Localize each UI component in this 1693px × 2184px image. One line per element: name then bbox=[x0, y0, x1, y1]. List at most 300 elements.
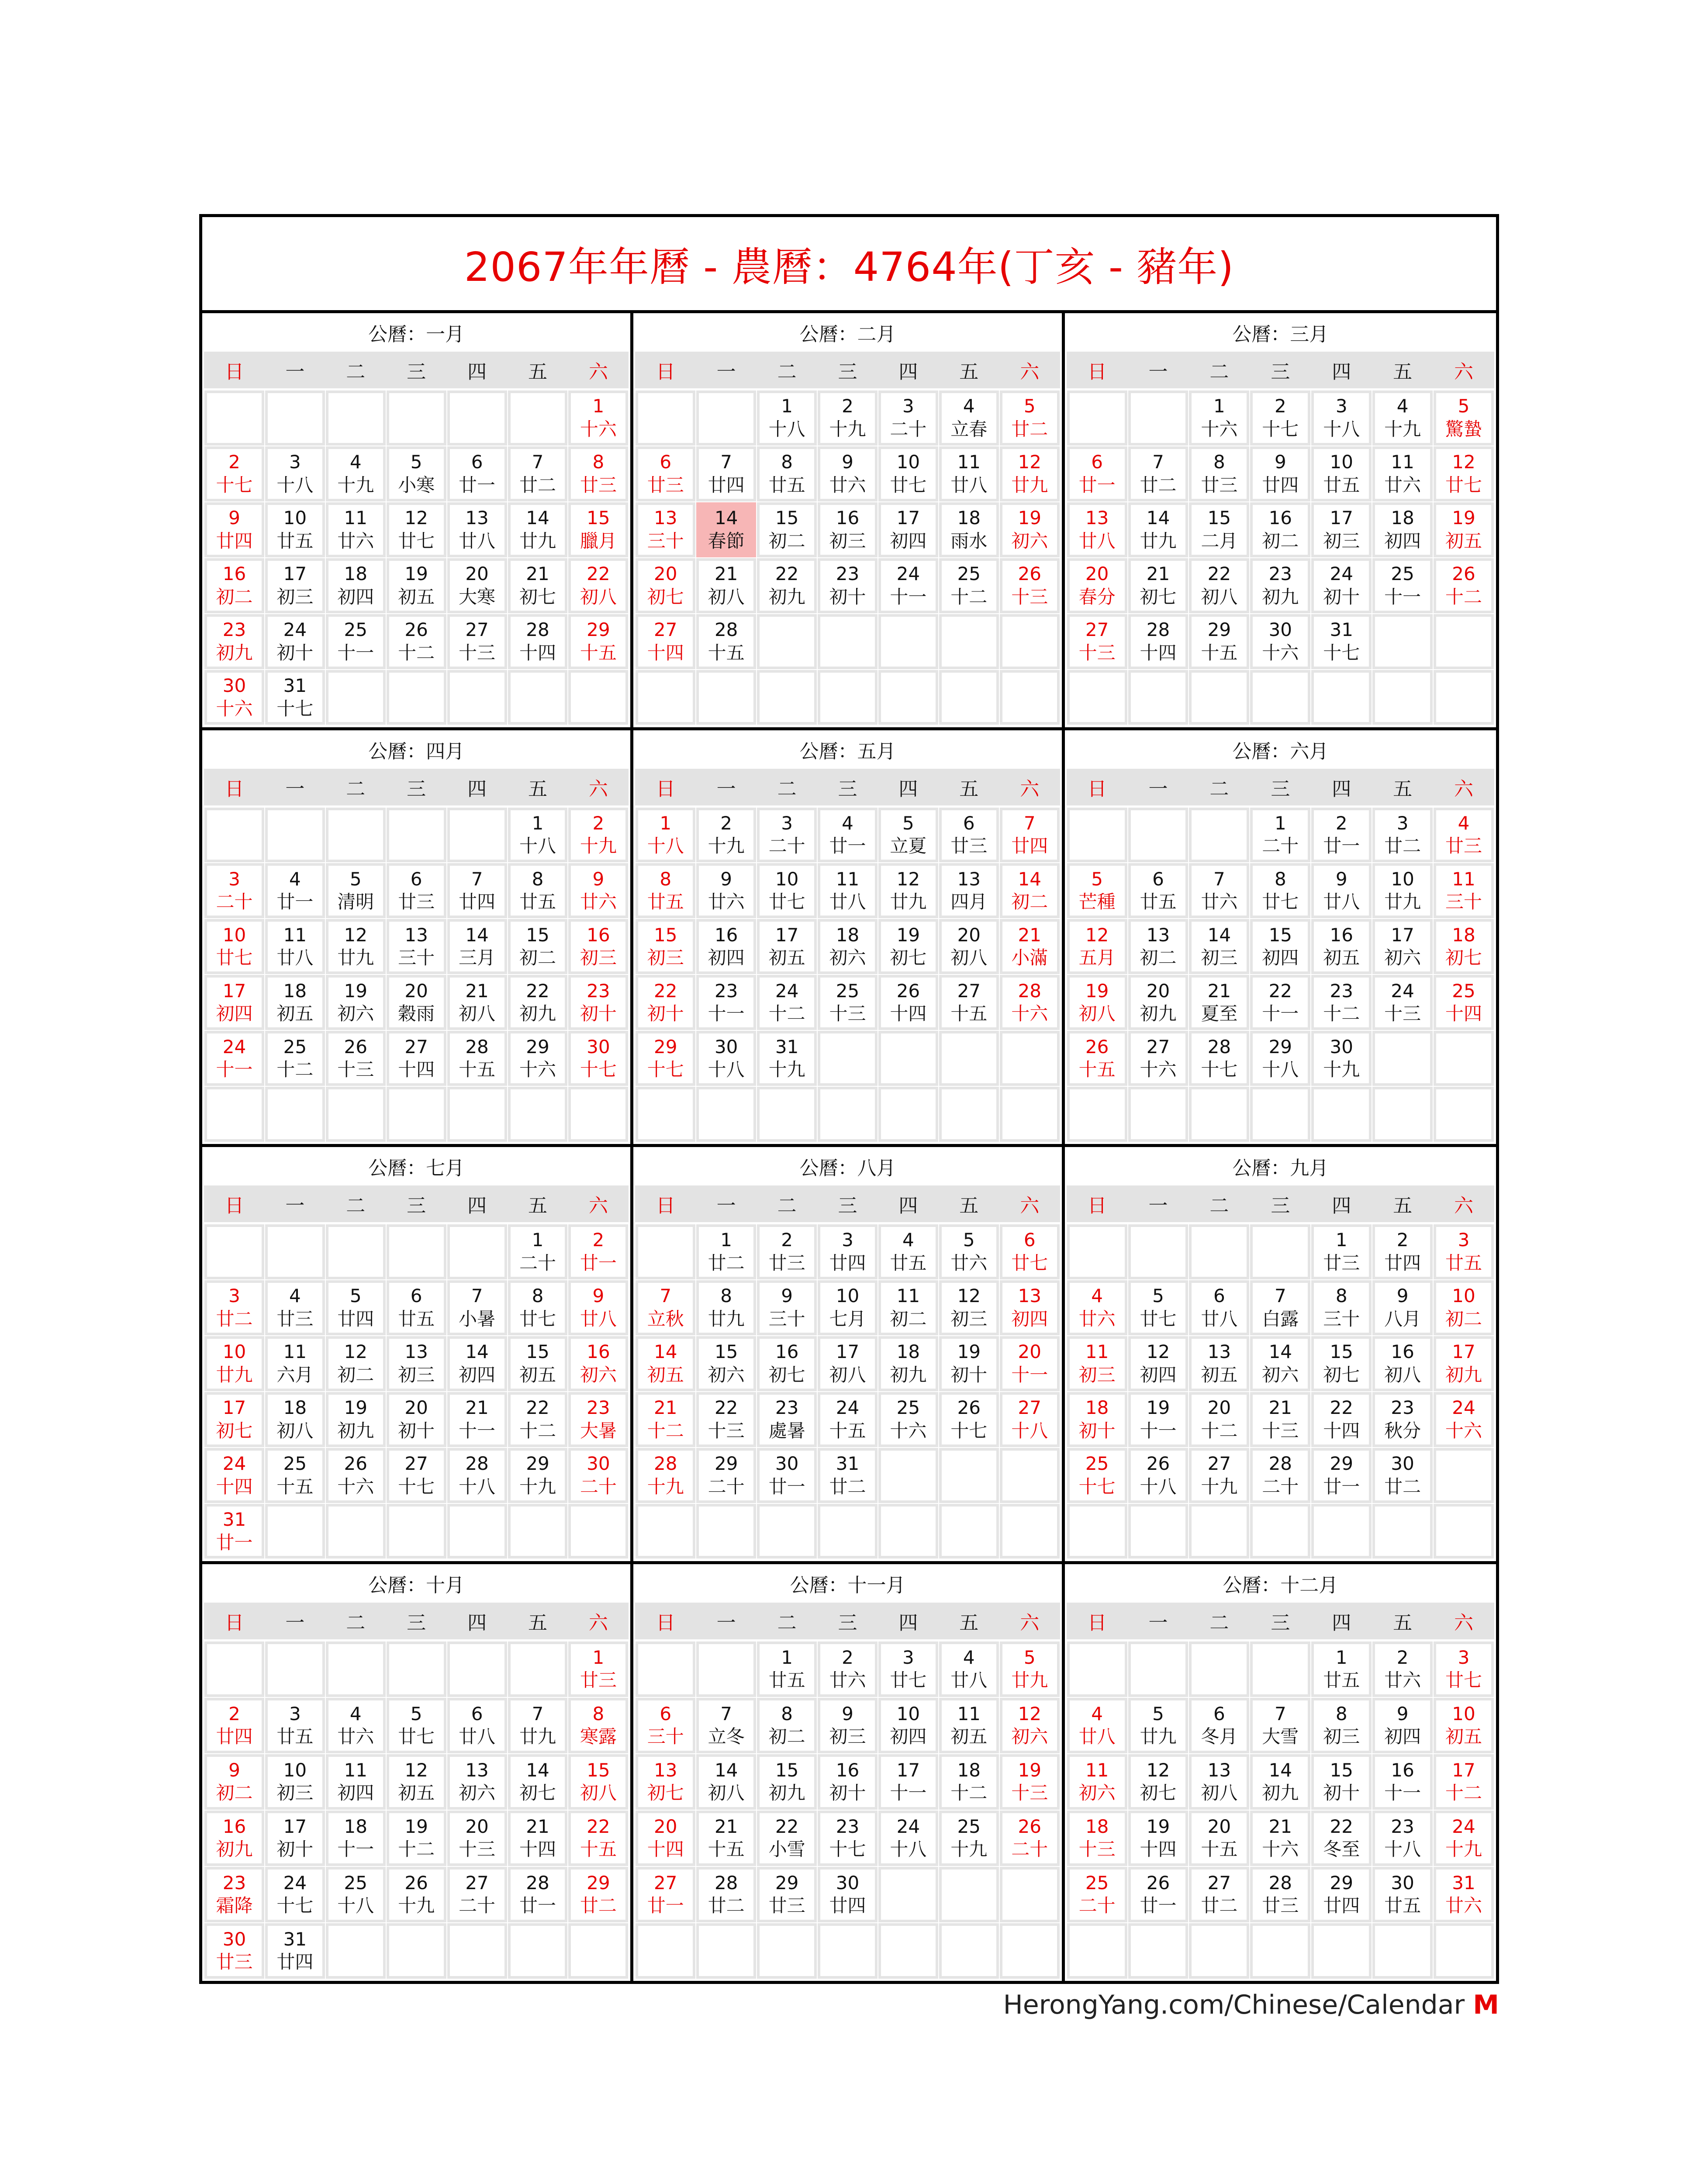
weekday-label: 一 bbox=[285, 1195, 305, 1217]
footer-mark: M bbox=[1473, 1990, 1499, 2020]
empty-cell bbox=[388, 1925, 445, 1977]
lunar-day: 十四 bbox=[1323, 1420, 1360, 1441]
day-cell bbox=[1251, 976, 1309, 1029]
month-panel bbox=[1065, 730, 1496, 1147]
lunar-day: 十七 bbox=[398, 1476, 435, 1497]
day-cell bbox=[637, 1755, 694, 1808]
day-cell bbox=[388, 864, 445, 917]
day-cell bbox=[819, 1755, 876, 1808]
weekday-label: 三 bbox=[407, 1195, 426, 1217]
gregorian-day: 4 bbox=[349, 451, 362, 473]
gregorian-day: 11 bbox=[1452, 868, 1475, 890]
empty-cell bbox=[1001, 615, 1058, 668]
lunar-day: 十六 bbox=[890, 1420, 927, 1441]
day-cell bbox=[940, 1393, 998, 1446]
lunar-day: 廿二 bbox=[1011, 418, 1048, 440]
lunar-day: 初七 bbox=[216, 1420, 253, 1441]
day-cell bbox=[1313, 976, 1370, 1029]
empty-cell bbox=[327, 1088, 384, 1140]
lunar-day: 十七 bbox=[216, 474, 253, 496]
empty-cell bbox=[206, 809, 263, 861]
weekday-label: 四 bbox=[1332, 361, 1351, 383]
lunar-day: 八月 bbox=[1384, 1308, 1421, 1330]
lunar-day: 初七 bbox=[647, 1782, 684, 1804]
lunar-day: 廿五 bbox=[1384, 1895, 1421, 1917]
day-grid bbox=[1067, 388, 1494, 727]
empty-cell bbox=[1313, 1088, 1370, 1140]
lunar-day: 廿五 bbox=[1323, 1669, 1360, 1691]
lunar-day: 十二 bbox=[950, 586, 988, 608]
gregorian-day: 3 bbox=[1458, 1646, 1470, 1668]
day-cell bbox=[1001, 1643, 1058, 1696]
day-cell bbox=[266, 1449, 324, 1502]
lunar-day: 三十 bbox=[398, 947, 435, 969]
day-cell bbox=[388, 1393, 445, 1446]
gregorian-day: 21 bbox=[654, 1397, 677, 1419]
day-cell bbox=[637, 1812, 694, 1865]
gregorian-day: 16 bbox=[1268, 507, 1292, 529]
empty-cell bbox=[1374, 1925, 1431, 1977]
weekday-label: 一 bbox=[716, 1195, 736, 1217]
lunar-day: 初六 bbox=[1078, 1782, 1116, 1804]
gregorian-day: 1 bbox=[1274, 812, 1286, 834]
lunar-day: 廿三 bbox=[647, 474, 684, 496]
lunar-day: 廿三 bbox=[768, 1895, 805, 1917]
weekday-label: 六 bbox=[1020, 361, 1040, 383]
weekday-label: 六 bbox=[1454, 778, 1474, 800]
lunar-day: 廿四 bbox=[829, 1895, 866, 1917]
day-cell bbox=[1130, 1337, 1187, 1390]
lunar-day: 三十 bbox=[647, 1726, 684, 1748]
lunar-day: 廿八 bbox=[950, 474, 988, 496]
lunar-day: 廿三 bbox=[768, 1252, 805, 1274]
gregorian-day: 13 bbox=[1207, 1759, 1231, 1781]
lunar-day: 初八 bbox=[708, 1782, 745, 1804]
day-cell bbox=[637, 864, 694, 917]
gregorian-day: 16 bbox=[222, 563, 246, 585]
lunar-day: 十一 bbox=[1011, 1364, 1048, 1386]
lunar-day: 十九 bbox=[647, 1476, 684, 1497]
empty-cell bbox=[206, 1226, 263, 1278]
day-cell bbox=[1313, 1643, 1370, 1696]
lunar-day: 初四 bbox=[1384, 1726, 1421, 1748]
gregorian-day: 7 bbox=[532, 1703, 544, 1724]
day-cell bbox=[1313, 1226, 1370, 1278]
gregorian-day: 29 bbox=[587, 619, 610, 641]
gregorian-day: 5 bbox=[349, 868, 362, 890]
month-title: 公曆：九月 bbox=[1232, 1157, 1329, 1179]
gregorian-day: 9 bbox=[781, 1285, 793, 1307]
day-cell bbox=[880, 1393, 937, 1446]
weekday-label: 四 bbox=[898, 778, 918, 800]
gregorian-day: 26 bbox=[1452, 563, 1475, 585]
lunar-day: 廿六 bbox=[580, 891, 617, 913]
day-cell bbox=[1190, 976, 1248, 1029]
gregorian-day: 19 bbox=[1085, 980, 1109, 1002]
weekday-label: 三 bbox=[838, 361, 857, 383]
empty-cell bbox=[327, 1925, 384, 1977]
empty-cell bbox=[1068, 1643, 1126, 1696]
empty-cell bbox=[940, 1032, 998, 1085]
day-cell bbox=[1130, 448, 1187, 500]
empty-cell bbox=[266, 809, 324, 861]
lunar-day: 穀雨 bbox=[398, 1003, 435, 1025]
empty-cell bbox=[758, 615, 815, 668]
day-cell bbox=[388, 1699, 445, 1752]
weekday-label: 一 bbox=[1148, 1611, 1168, 1634]
gregorian-day: 25 bbox=[283, 1453, 307, 1475]
lunar-day: 廿七 bbox=[1011, 1252, 1048, 1274]
lunar-day: 初四 bbox=[1140, 1364, 1177, 1386]
day-cell bbox=[206, 920, 263, 973]
empty-cell bbox=[1435, 1449, 1493, 1502]
day-cell bbox=[1374, 1755, 1431, 1808]
gregorian-day: 28 bbox=[465, 1453, 489, 1475]
gregorian-day: 1 bbox=[592, 1646, 605, 1668]
lunar-day: 廿九 bbox=[1140, 1726, 1177, 1748]
day-cell bbox=[1374, 1393, 1431, 1446]
lunar-day: 十一 bbox=[337, 1838, 374, 1860]
gregorian-day: 10 bbox=[836, 1285, 860, 1307]
weekday-label: 五 bbox=[528, 1611, 547, 1634]
day-cell bbox=[698, 809, 755, 861]
lunar-day: 二十 bbox=[1262, 1476, 1299, 1497]
empty-cell bbox=[940, 1505, 998, 1558]
day-cell bbox=[1374, 1812, 1431, 1865]
day-cell bbox=[940, 864, 998, 917]
gregorian-day: 12 bbox=[344, 924, 367, 946]
lunar-day: 十一 bbox=[216, 1059, 253, 1081]
weekday-header bbox=[1067, 769, 1494, 805]
lunar-day: 廿六 bbox=[1445, 1895, 1482, 1917]
weekday-label: 日 bbox=[1087, 1611, 1107, 1634]
day-cell bbox=[819, 809, 876, 861]
lunar-day: 廿四 bbox=[708, 474, 745, 496]
empty-cell bbox=[758, 1088, 815, 1140]
gregorian-day: 23 bbox=[1268, 563, 1292, 585]
day-cell bbox=[388, 1755, 445, 1808]
lunar-day: 初二 bbox=[890, 1308, 927, 1330]
lunar-day: 小雪 bbox=[768, 1838, 805, 1860]
gregorian-day: 29 bbox=[1207, 619, 1231, 641]
gregorian-day: 27 bbox=[1146, 1036, 1170, 1057]
empty-cell bbox=[1435, 671, 1493, 724]
empty-cell bbox=[1435, 1925, 1493, 1977]
lunar-day: 廿八 bbox=[459, 530, 496, 552]
lunar-day: 廿一 bbox=[1323, 835, 1360, 857]
gregorian-day: 11 bbox=[957, 451, 981, 473]
day-cell bbox=[1068, 1449, 1126, 1502]
day-cell bbox=[1251, 1032, 1309, 1085]
gregorian-day: 19 bbox=[404, 1815, 428, 1837]
gregorian-day: 6 bbox=[1023, 1229, 1036, 1251]
gregorian-day: 10 bbox=[283, 507, 307, 529]
gregorian-day: 24 bbox=[1330, 563, 1353, 585]
lunar-day: 初四 bbox=[337, 586, 374, 608]
gregorian-day: 1 bbox=[720, 1229, 732, 1251]
empty-cell bbox=[940, 671, 998, 724]
day-cell bbox=[327, 1868, 384, 1921]
lunar-day: 十三 bbox=[1011, 586, 1048, 608]
lunar-day: 三月 bbox=[459, 947, 496, 969]
gregorian-day: 10 bbox=[775, 868, 799, 890]
gregorian-day: 15 bbox=[654, 924, 677, 946]
day-cell bbox=[880, 1337, 937, 1390]
gregorian-day: 20 bbox=[1018, 1341, 1041, 1363]
gregorian-day: 8 bbox=[592, 1703, 605, 1724]
day-cell bbox=[1130, 1812, 1187, 1865]
gregorian-day: 16 bbox=[714, 924, 738, 946]
gregorian-day: 7 bbox=[720, 1703, 732, 1724]
day-cell bbox=[880, 864, 937, 917]
weekday-label: 四 bbox=[467, 778, 487, 800]
lunar-day: 十八 bbox=[519, 835, 556, 857]
day-grid bbox=[204, 1639, 629, 1981]
day-cell bbox=[819, 976, 876, 1029]
day-grid bbox=[204, 1222, 629, 1561]
day-cell bbox=[1190, 1282, 1248, 1334]
lunar-day: 初四 bbox=[890, 1726, 927, 1748]
day-cell bbox=[1130, 864, 1187, 917]
gregorian-day: 30 bbox=[222, 675, 246, 697]
lunar-day: 初八 bbox=[459, 1003, 496, 1025]
lunar-day: 初九 bbox=[1445, 1364, 1482, 1386]
weekday-header bbox=[204, 352, 629, 388]
gregorian-day: 9 bbox=[1335, 868, 1347, 890]
day-cell bbox=[1435, 392, 1493, 444]
gregorian-day: 25 bbox=[957, 1815, 981, 1837]
empty-cell bbox=[880, 1088, 937, 1140]
weekday-label: 三 bbox=[1271, 1195, 1290, 1217]
gregorian-day: 25 bbox=[836, 980, 860, 1002]
lunar-day: 初五 bbox=[1201, 1364, 1238, 1386]
empty-cell bbox=[1001, 1925, 1058, 1977]
gregorian-day: 26 bbox=[344, 1453, 367, 1475]
gregorian-day: 23 bbox=[587, 1397, 610, 1419]
lunar-day: 二十 bbox=[459, 1895, 496, 1917]
day-cell bbox=[327, 448, 384, 500]
gregorian-day: 31 bbox=[1452, 1872, 1475, 1894]
month-panel bbox=[202, 313, 633, 730]
gregorian-day: 28 bbox=[714, 619, 738, 641]
gregorian-day: 12 bbox=[344, 1341, 367, 1363]
lunar-day: 廿二 bbox=[708, 1895, 745, 1917]
gregorian-day: 22 bbox=[587, 1815, 610, 1837]
gregorian-day: 18 bbox=[1085, 1397, 1109, 1419]
day-cell bbox=[1001, 504, 1058, 556]
empty-cell bbox=[327, 1226, 384, 1278]
day-cell bbox=[570, 976, 627, 1029]
month-panel bbox=[633, 730, 1064, 1147]
gregorian-day: 6 bbox=[1091, 451, 1103, 473]
weekday-header bbox=[1067, 1185, 1494, 1222]
gregorian-day: 28 bbox=[1146, 619, 1170, 641]
empty-cell bbox=[1190, 1925, 1248, 1977]
day-cell bbox=[570, 1337, 627, 1390]
lunar-day: 廿二 bbox=[1384, 1476, 1421, 1497]
gregorian-day: 21 bbox=[1207, 980, 1231, 1002]
day-cell bbox=[1313, 392, 1370, 444]
day-cell bbox=[1130, 976, 1187, 1029]
empty-cell bbox=[509, 1088, 567, 1140]
day-cell bbox=[758, 560, 815, 612]
day-cell bbox=[637, 560, 694, 612]
lunar-day: 十二 bbox=[276, 1059, 314, 1081]
day-cell bbox=[388, 615, 445, 668]
empty-cell bbox=[449, 1226, 506, 1278]
lunar-day: 廿九 bbox=[1384, 891, 1421, 913]
weekday-label: 三 bbox=[838, 778, 857, 800]
month-title: 公曆：一月 bbox=[368, 323, 465, 346]
weekday-header bbox=[204, 1603, 629, 1639]
day-cell bbox=[327, 1393, 384, 1446]
day-cell bbox=[698, 1393, 755, 1446]
gregorian-day: 30 bbox=[1391, 1872, 1414, 1894]
lunar-day: 初三 bbox=[647, 947, 684, 969]
weekday-label: 日 bbox=[656, 1195, 675, 1217]
weekday-label: 四 bbox=[898, 361, 918, 383]
lunar-day: 十八 bbox=[337, 1895, 374, 1917]
gregorian-day: 5 bbox=[1458, 395, 1470, 417]
lunar-day: 廿九 bbox=[519, 1726, 556, 1748]
weekday-label: 五 bbox=[959, 361, 979, 383]
lunar-day: 廿三 bbox=[950, 835, 988, 857]
weekday-label: 三 bbox=[407, 778, 426, 800]
day-cell bbox=[940, 560, 998, 612]
lunar-day: 初四 bbox=[337, 1782, 374, 1804]
day-cell bbox=[388, 1032, 445, 1085]
gregorian-day: 27 bbox=[957, 980, 981, 1002]
empty-cell bbox=[698, 671, 755, 724]
day-cell bbox=[758, 1643, 815, 1696]
gregorian-day: 24 bbox=[1391, 980, 1414, 1002]
gregorian-day: 9 bbox=[592, 1285, 605, 1307]
empty-cell bbox=[1374, 1088, 1431, 1140]
gregorian-day: 23 bbox=[714, 980, 738, 1002]
day-cell bbox=[570, 920, 627, 973]
day-cell bbox=[1068, 1755, 1126, 1808]
month-panel bbox=[202, 730, 633, 1147]
empty-cell bbox=[449, 1925, 506, 1977]
gregorian-day: 12 bbox=[896, 868, 920, 890]
empty-cell bbox=[1068, 392, 1126, 444]
empty-cell bbox=[449, 1643, 506, 1696]
day-cell bbox=[1001, 1282, 1058, 1334]
gregorian-day: 27 bbox=[1085, 619, 1109, 641]
day-cell bbox=[388, 448, 445, 500]
day-cell bbox=[880, 1755, 937, 1808]
gregorian-day: 19 bbox=[1146, 1815, 1170, 1837]
day-cell bbox=[449, 1337, 506, 1390]
day-cell bbox=[1435, 976, 1493, 1029]
weekday-label: 二 bbox=[777, 778, 797, 800]
lunar-day: 十七 bbox=[1201, 1059, 1238, 1081]
lunar-day: 廿一 bbox=[580, 1252, 617, 1274]
day-cell bbox=[819, 1699, 876, 1752]
day-cell bbox=[449, 1755, 506, 1808]
gregorian-day: 25 bbox=[957, 563, 981, 585]
gregorian-day: 17 bbox=[222, 980, 246, 1002]
gregorian-day: 13 bbox=[957, 868, 981, 890]
gregorian-day: 17 bbox=[1330, 507, 1353, 529]
empty-cell bbox=[327, 671, 384, 724]
day-cell bbox=[880, 1226, 937, 1278]
gregorian-day: 23 bbox=[587, 980, 610, 1002]
lunar-day: 初四 bbox=[708, 947, 745, 969]
day-cell bbox=[1001, 1699, 1058, 1752]
lunar-day: 廿五 bbox=[890, 1252, 927, 1274]
day-cell bbox=[388, 1282, 445, 1334]
lunar-day: 十三 bbox=[1384, 1003, 1421, 1025]
day-cell bbox=[266, 1699, 324, 1752]
day-cell bbox=[1374, 1699, 1431, 1752]
lunar-day: 初三 bbox=[1201, 947, 1238, 969]
lunar-day: 初二 bbox=[337, 1364, 374, 1386]
day-cell bbox=[637, 1699, 694, 1752]
gregorian-day: 15 bbox=[714, 1341, 738, 1363]
day-cell bbox=[1374, 1643, 1431, 1696]
lunar-day: 廿四 bbox=[337, 1308, 374, 1330]
lunar-day: 初四 bbox=[216, 1003, 253, 1025]
month-title: 公曆：三月 bbox=[1232, 323, 1329, 346]
gregorian-day: 8 bbox=[592, 451, 605, 473]
day-cell bbox=[509, 615, 567, 668]
lunar-day: 二十 bbox=[1078, 1895, 1116, 1917]
lunar-day: 二十 bbox=[890, 418, 927, 440]
lunar-day: 二十 bbox=[1262, 835, 1299, 857]
lunar-day: 初七 bbox=[890, 947, 927, 969]
empty-cell bbox=[388, 671, 445, 724]
gregorian-day: 3 bbox=[1335, 395, 1347, 417]
day-cell bbox=[206, 448, 263, 500]
weekday-label: 日 bbox=[225, 1611, 244, 1634]
gregorian-day: 3 bbox=[228, 1285, 240, 1307]
empty-cell bbox=[1313, 671, 1370, 724]
gregorian-day: 13 bbox=[1018, 1285, 1041, 1307]
day-cell bbox=[1251, 809, 1309, 861]
day-cell bbox=[570, 615, 627, 668]
day-cell bbox=[819, 1282, 876, 1334]
lunar-day: 廿六 bbox=[829, 474, 866, 496]
lunar-day: 臘月 bbox=[580, 530, 617, 552]
weekday-label: 一 bbox=[1148, 778, 1168, 800]
gregorian-day: 2 bbox=[842, 395, 853, 417]
gregorian-day: 10 bbox=[283, 1759, 307, 1781]
lunar-day: 十五 bbox=[1078, 1059, 1116, 1081]
gregorian-day: 18 bbox=[1391, 507, 1414, 529]
day-cell bbox=[266, 1755, 324, 1808]
lunar-day: 十八 bbox=[1384, 1838, 1421, 1860]
day-grid bbox=[1067, 1222, 1494, 1561]
day-cell bbox=[1130, 1449, 1187, 1502]
empty-cell bbox=[266, 1505, 324, 1558]
gregorian-day: 30 bbox=[1330, 1036, 1353, 1057]
gregorian-day: 4 bbox=[902, 1229, 914, 1251]
lunar-day: 廿三 bbox=[1445, 835, 1482, 857]
gregorian-day: 3 bbox=[902, 395, 914, 417]
lunar-day: 廿八 bbox=[1323, 891, 1360, 913]
day-cell bbox=[637, 448, 694, 500]
gregorian-day: 14 bbox=[526, 507, 549, 529]
day-cell bbox=[1068, 504, 1126, 556]
gregorian-day: 15 bbox=[1207, 507, 1231, 529]
lunar-day: 初三 bbox=[829, 530, 866, 552]
gregorian-day: 8 bbox=[532, 1285, 544, 1307]
gregorian-day: 7 bbox=[660, 1285, 672, 1307]
gregorian-day: 15 bbox=[775, 507, 799, 529]
day-cell bbox=[509, 1699, 567, 1752]
day-cell bbox=[1313, 448, 1370, 500]
